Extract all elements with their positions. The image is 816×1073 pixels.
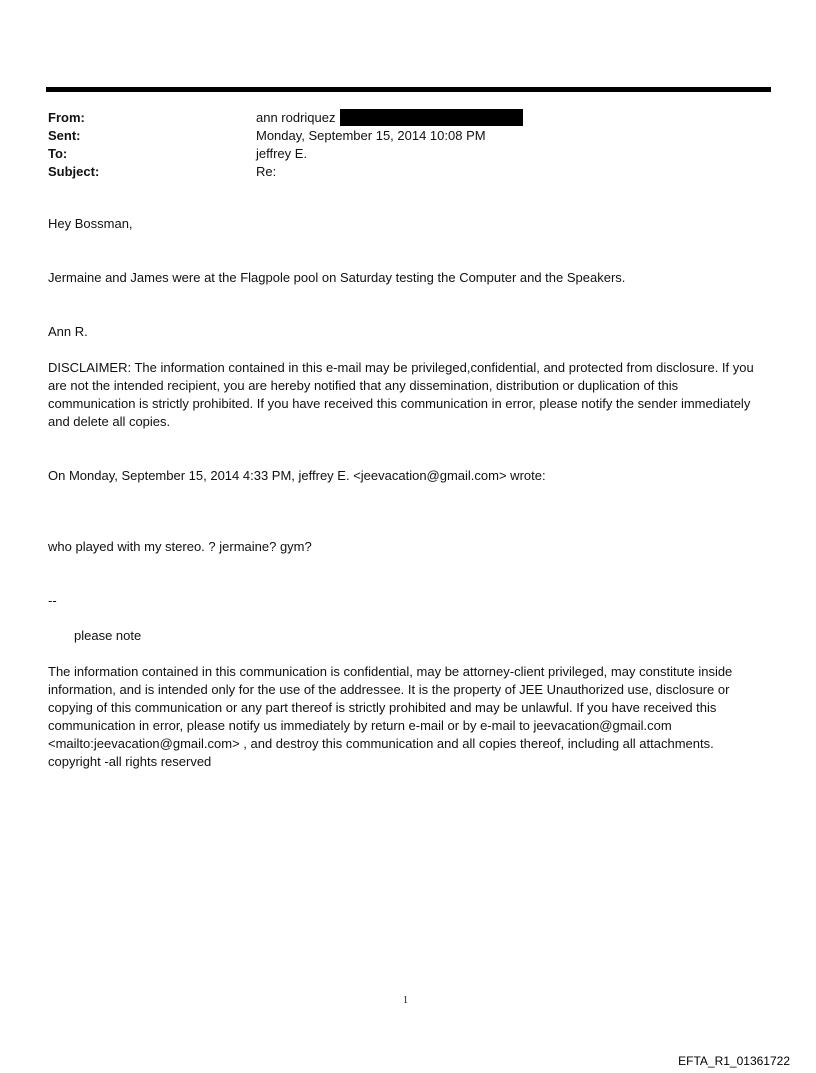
from-row [48, 109, 748, 127]
subject-value: Re: [256, 164, 277, 179]
quoted-message: who played with my stereo. ? jermaine? gym? [48, 539, 312, 554]
sent-label: Sent: [48, 128, 81, 143]
signature-separator: -- [48, 593, 57, 608]
header-divider-rule [46, 87, 771, 92]
sent-row [48, 127, 748, 145]
redaction-block [340, 109, 523, 126]
to-row [48, 145, 748, 163]
greeting: Hey Bossman, [48, 216, 133, 231]
signature: Ann R. [48, 324, 88, 339]
quote-header: On Monday, September 15, 2014 4:33 PM, jeffrey E. <jeevacation@gmail.com> wrote: [48, 468, 546, 483]
email-header [48, 109, 748, 181]
to-label: To: [48, 146, 68, 161]
please-note: please note [74, 628, 142, 643]
from-name: ann rodriquez [256, 110, 336, 125]
from-value [256, 109, 523, 127]
message-body: Jermaine and James were at the Flagpole pool on Saturday testing the Computer and the Speakers. [48, 270, 626, 285]
subject-row [48, 163, 748, 181]
confidentiality-notice: The information contained in this communication is confidential, may be attorney-client privileged, may constitute inside information, and is intended only for the use of the addressee. It is the property of JEE Unauthorized use, disclosure or copying of this communication or any part thereof is strictly prohibited and may be unlawful. If you have received this communication in error, please notify us immediately by return e-mail or by e-mail to jeevacation@gmail.com <mailto:jeevacation@gmail.com> , and destroy this communication and all copies thereof, including all attachments. copyright -all rights reserved [48, 664, 733, 769]
disclaimer: DISCLAIMER: The information contained in this e-mail may be privileged,confidential, and protected from disclosure. If you are not the intended recipient, you are hereby notified that any dissemination, distribution or duplication of this communication is strictly prohibited. If you have received this communication in error, please notify the sender immediately and delete all copies. [48, 360, 754, 429]
subject-label: Subject: [48, 164, 100, 179]
document-id: EFTA_R1_01361722 [678, 1054, 790, 1068]
from-label: From: [48, 110, 85, 125]
sent-value: Monday, September 15, 2014 10:08 PM [256, 128, 486, 143]
page-number: 1 [403, 995, 408, 1006]
to-value: jeffrey E. [256, 146, 308, 161]
